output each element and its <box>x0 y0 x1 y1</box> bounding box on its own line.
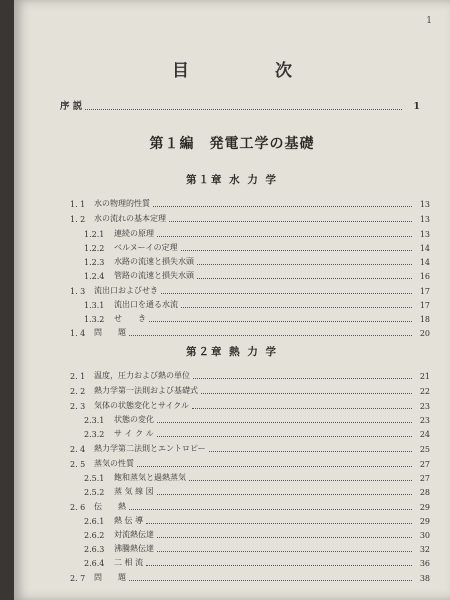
toc-page: 27 <box>419 474 430 483</box>
leader-dots <box>157 436 412 437</box>
toc-page: 14 <box>419 244 430 253</box>
toc-page: 28 <box>419 488 430 497</box>
toc-entry <box>84 428 430 439</box>
toc-page: 27 <box>419 460 430 469</box>
toc-label: 熱力学第二法則とエントロピー <box>94 444 206 453</box>
toc-number: 2.6.1 <box>84 517 105 526</box>
toc-page: 13 <box>419 230 430 239</box>
toc-number: 1.2.1 <box>84 230 105 239</box>
part-heading: 第１編 発電工学の基礎 <box>149 136 315 152</box>
toc-number: 2. 3 <box>70 402 86 411</box>
toc-entry <box>84 242 430 253</box>
leader-dots <box>181 307 412 308</box>
toc-entry <box>70 501 430 512</box>
leader-dots <box>129 335 412 336</box>
toc-label: 飽和蒸気と過熱蒸気 <box>114 473 186 482</box>
toc-label: 伝 熱 <box>94 502 126 511</box>
toc-label: 温度，圧力および熱の単位 <box>94 371 190 380</box>
leader-dots <box>193 378 412 379</box>
toc-number: 2. 1 <box>70 372 86 381</box>
toc-entry <box>70 370 430 381</box>
leader-dots <box>153 206 412 207</box>
leader-dots <box>197 278 412 279</box>
toc-entry <box>70 327 430 338</box>
toc-page: 25 <box>419 445 430 454</box>
toc-preface <box>60 98 420 112</box>
toc-page: 36 <box>419 559 430 568</box>
toc-label: 沸騰熱伝達 <box>114 544 154 553</box>
book-page <box>14 0 450 600</box>
leader-dots <box>85 109 402 110</box>
toc-entry <box>84 515 430 526</box>
toc-number: 2. 4 <box>70 445 86 454</box>
toc-label: 蒸 気 線 図 <box>114 487 154 496</box>
toc-entry <box>84 486 430 497</box>
toc-number: 2.5.2 <box>84 488 105 497</box>
toc-label: 流出口およびせき <box>94 286 158 295</box>
toc-number: 2.3.1 <box>84 416 105 425</box>
toc-number: 2.6.2 <box>84 531 105 540</box>
toc-label: 管路の流速と損失水頭 <box>114 271 194 280</box>
leader-dots <box>192 408 412 409</box>
toc-label: 蒸気の性質 <box>94 459 134 468</box>
leader-dots <box>157 551 412 552</box>
toc-number: 2.5.1 <box>84 474 105 483</box>
toc-entry <box>70 443 430 454</box>
toc-number: 2. 5 <box>70 460 86 469</box>
toc-page: 23 <box>419 416 430 425</box>
leader-dots <box>161 293 412 294</box>
toc-page: 32 <box>419 545 430 554</box>
page-title: 目 次 <box>172 61 332 81</box>
leader-dots <box>197 264 412 265</box>
toc-entry <box>84 313 430 324</box>
toc-entry <box>70 400 430 411</box>
chapter-heading: 第２章 熱 力 学 <box>186 346 278 358</box>
toc-number: 2. 6 <box>70 503 86 512</box>
toc-label: 熱力学第一法則および基礎式 <box>94 386 198 395</box>
toc-page: 29 <box>419 517 430 526</box>
toc-number: 1.3.2 <box>84 315 105 324</box>
leader-dots <box>157 494 412 495</box>
toc-entry <box>84 228 430 239</box>
toc-label: サ イ ク ル <box>114 429 154 438</box>
toc-entry <box>70 572 430 583</box>
leader-dots <box>209 451 412 452</box>
toc-label: 状態の変化 <box>114 415 154 424</box>
toc-page: 18 <box>419 315 430 324</box>
leader-dots <box>146 565 412 566</box>
toc-page: 22 <box>419 387 430 396</box>
toc-label: 熱 伝 導 <box>114 516 144 525</box>
toc-label: 水の物理的性質 <box>94 199 150 208</box>
leader-dots <box>157 422 412 423</box>
toc-number: 1.2.4 <box>84 272 105 281</box>
leader-dots <box>201 393 412 394</box>
toc-entry <box>84 543 430 554</box>
chapter-heading: 第１章 水 力 学 <box>186 174 278 186</box>
leader-dots <box>181 250 412 251</box>
toc-number: 2. 7 <box>70 574 86 583</box>
toc-page: 17 <box>419 301 430 310</box>
toc-label: 連続の原理 <box>114 229 154 238</box>
toc-entry <box>70 198 430 209</box>
leader-dots <box>157 236 412 237</box>
toc-page: 17 <box>419 287 430 296</box>
toc-page: 16 <box>419 272 430 281</box>
toc-number: 2.6.3 <box>84 545 105 554</box>
toc-number: 1. 2 <box>70 215 86 224</box>
toc-label: 流出口を通る水流 <box>114 300 178 309</box>
toc-page: 24 <box>419 430 430 439</box>
toc-page: 14 <box>419 258 430 267</box>
toc-page: 38 <box>419 574 430 583</box>
toc-entry <box>84 270 430 281</box>
toc-label: 序 説 <box>60 101 83 112</box>
toc-number: 2. 2 <box>70 387 86 396</box>
toc-label: 水路の流速と損失水頭 <box>114 257 194 266</box>
toc-number: 1.2.2 <box>84 244 105 253</box>
toc-number: 1. 3 <box>70 287 86 296</box>
toc-entry <box>84 299 430 310</box>
toc-entry <box>84 529 430 540</box>
toc-number: 2.6.4 <box>84 559 105 568</box>
toc-number: 2.3.2 <box>84 430 105 439</box>
toc-label: 問 題 <box>94 573 126 582</box>
leader-dots <box>169 221 412 222</box>
toc-number: 1.2.3 <box>84 258 105 267</box>
toc-page: 13 <box>419 200 430 209</box>
toc-entry <box>84 472 430 483</box>
leader-dots <box>137 466 412 467</box>
toc-label: 気体の状態変化とサイクル <box>94 401 190 410</box>
toc-label: ベルヌーイの定理 <box>114 243 178 252</box>
leader-dots <box>189 480 412 481</box>
toc-page: 13 <box>419 215 430 224</box>
leader-dots <box>129 580 412 581</box>
toc-page: 21 <box>419 372 430 381</box>
toc-entry <box>84 256 430 267</box>
toc-label: せ き <box>114 314 146 323</box>
toc-entry <box>70 458 430 469</box>
toc-page: 1 <box>413 101 420 112</box>
toc-entry <box>70 285 430 296</box>
toc-label: 問 題 <box>94 328 126 337</box>
leader-dots <box>146 523 412 524</box>
toc-number: 1. 4 <box>70 329 86 338</box>
leader-dots <box>149 321 412 322</box>
toc-entry <box>70 385 430 396</box>
toc-entry <box>84 557 430 568</box>
toc-label: 対流熱伝達 <box>114 530 154 539</box>
toc-number: 1.3.1 <box>84 301 105 310</box>
toc-label: 水の流れの基本定理 <box>94 214 166 223</box>
toc-label: 二 相 流 <box>114 558 144 567</box>
toc-entry <box>70 213 430 224</box>
toc-entry <box>84 414 430 425</box>
toc-page: 29 <box>419 503 430 512</box>
toc-number: 1. 1 <box>70 200 86 209</box>
leader-dots <box>157 537 412 538</box>
toc-page: 23 <box>419 402 430 411</box>
page-number: 1 <box>426 16 432 26</box>
toc-page: 30 <box>419 531 430 540</box>
toc-page: 20 <box>419 329 430 338</box>
leader-dots <box>129 509 412 510</box>
